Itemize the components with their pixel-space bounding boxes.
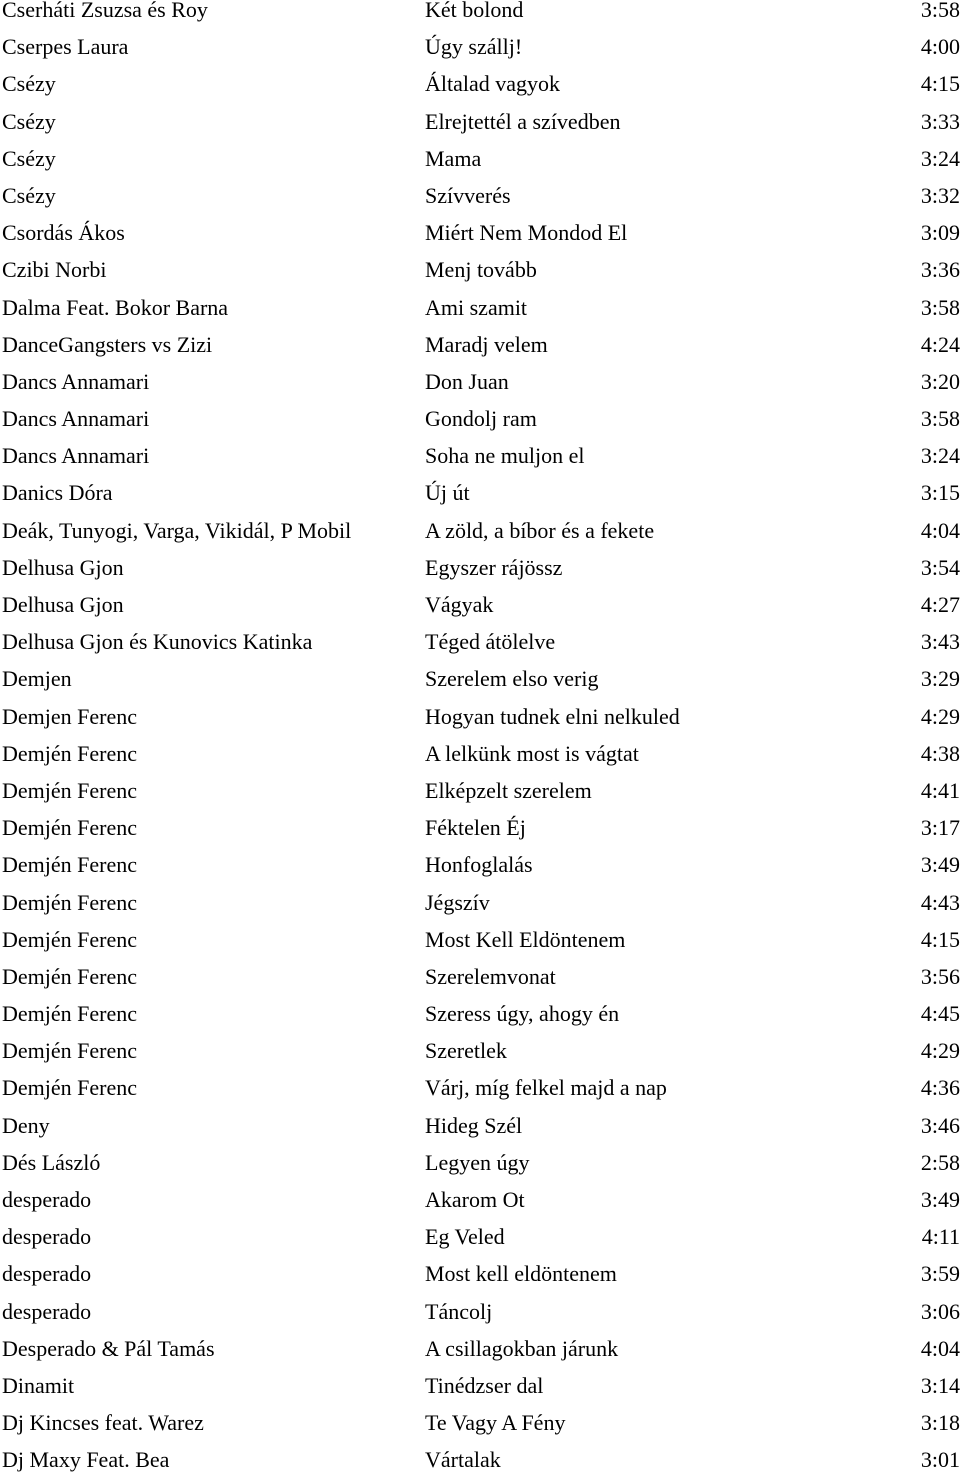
song-title: Don Juan	[425, 368, 509, 394]
artist-name: Demjen Ferenc	[2, 703, 137, 729]
song-duration: 4:29	[920, 1038, 960, 1064]
artist-name: Dancs Annamari	[2, 368, 150, 394]
song-duration: 3:58	[920, 294, 960, 320]
song-row	[0, 809, 960, 846]
song-row	[0, 214, 960, 251]
song-title: Vártalak	[425, 1447, 501, 1473]
artist-name: Demjén Ferenc	[2, 1075, 137, 1101]
song-row	[0, 512, 960, 549]
song-title: Soha ne muljon el	[425, 443, 585, 469]
song-title: Úgy szállj!	[425, 34, 523, 60]
artist-name: Dalma Feat. Bokor Barna	[2, 294, 229, 320]
song-title: Most kell eldöntenem	[425, 1261, 617, 1287]
artist-name: Cserpes Laura	[2, 34, 129, 60]
song-row	[0, 177, 960, 214]
song-title: Te Vagy A Fény	[425, 1410, 566, 1436]
song-title: Legyen úgy	[425, 1149, 530, 1175]
artist-name: Cserháti Zsuzsa és Roy	[2, 0, 208, 22]
song-duration: 3:54	[920, 554, 960, 580]
song-row	[0, 735, 960, 772]
song-row	[0, 1218, 960, 1255]
song-duration: 3:14	[920, 1372, 960, 1398]
song-title: Tinédzser dal	[425, 1372, 544, 1398]
song-title: A lelkünk most is vágtat	[425, 740, 639, 766]
artist-name: desperado	[2, 1224, 92, 1250]
artist-name: Dancs Annamari	[2, 406, 150, 432]
artist-name: Dj Maxy Feat. Bea	[2, 1447, 170, 1473]
artist-name: Csézy	[2, 145, 56, 171]
song-row	[0, 1255, 960, 1292]
artist-name: DanceGangsters vs Zizi	[2, 331, 213, 357]
artist-name: Csézy	[2, 108, 56, 134]
artist-name: Csézy	[2, 182, 56, 208]
artist-name: Demjén Ferenc	[2, 926, 137, 952]
song-title: Maradj velem	[425, 331, 548, 357]
artist-name: Czibi Norbi	[2, 257, 107, 283]
song-title: Általad vagyok	[425, 71, 561, 97]
song-title: Szerelemvonat	[425, 963, 556, 989]
artist-name: Dancs Annamari	[2, 443, 150, 469]
song-title: Táncolj	[425, 1298, 493, 1324]
artist-name: Desperado & Pál Tamás	[2, 1335, 215, 1361]
song-duration: 3:17	[920, 815, 960, 841]
artist-name: Dj Kincses feat. Warez	[2, 1410, 204, 1436]
song-row	[0, 1069, 960, 1106]
artist-name: desperado	[2, 1261, 92, 1287]
song-title: Elrejtettél a szívedben	[425, 108, 621, 134]
song-row	[0, 623, 960, 660]
artist-name: Csordás Ákos	[2, 220, 125, 246]
song-row	[0, 586, 960, 623]
song-duration: 4:41	[920, 777, 960, 803]
song-title: Két bolond	[425, 0, 524, 22]
song-title: Eg Veled	[425, 1224, 505, 1250]
artist-name: Demjén Ferenc	[2, 889, 137, 915]
song-title: Hideg Szél	[425, 1112, 523, 1138]
song-row	[0, 1181, 960, 1218]
song-duration: 4:29	[920, 703, 960, 729]
song-row	[0, 549, 960, 586]
song-row	[0, 772, 960, 809]
artist-name: Demjén Ferenc	[2, 963, 137, 989]
song-row	[0, 65, 960, 102]
song-duration: 2:58	[920, 1149, 960, 1175]
song-row	[0, 1293, 960, 1330]
song-duration: 3:15	[920, 480, 960, 506]
song-row	[0, 884, 960, 921]
song-row	[0, 400, 960, 437]
song-duration: 3:24	[920, 443, 960, 469]
song-title: Szívverés	[425, 182, 511, 208]
song-title: A zöld, a bíbor és a fekete	[425, 517, 655, 543]
song-row	[0, 1032, 960, 1069]
artist-name: Csézy	[2, 71, 56, 97]
song-title: Téged átölelve	[425, 629, 556, 655]
song-title: Jégszív	[425, 889, 490, 915]
song-title: Vágyak	[425, 592, 494, 617]
song-row	[0, 1144, 960, 1181]
artist-name: Delhusa Gjon	[2, 554, 124, 580]
song-row	[0, 140, 960, 177]
song-duration: 3:36	[920, 257, 960, 283]
song-title: Ami szamit	[425, 294, 528, 320]
song-row	[0, 251, 960, 288]
song-title: Várj, míg felkel majd a nap	[425, 1075, 667, 1101]
song-row	[0, 995, 960, 1032]
artist-name: Demjen	[2, 666, 72, 692]
artist-name: Delhusa Gjon és Kunovics Katinka	[2, 629, 313, 655]
artist-name: Delhusa Gjon	[2, 592, 124, 617]
song-row	[0, 698, 960, 735]
song-duration: 4:15	[920, 926, 960, 952]
song-duration: 3:24	[920, 145, 960, 171]
song-duration: 4:04	[920, 517, 960, 543]
song-duration: 4:24	[920, 331, 960, 357]
song-row	[0, 1441, 960, 1478]
song-row	[0, 660, 960, 697]
song-duration: 4:04	[920, 1335, 960, 1361]
artist-name: Demjén Ferenc	[2, 1001, 137, 1027]
song-title: Egyszer rájössz	[425, 554, 563, 580]
song-duration: 3:43	[920, 629, 960, 655]
song-duration: 3:32	[920, 182, 960, 208]
song-duration: 3:33	[920, 108, 960, 134]
song-title: Új út	[425, 480, 470, 506]
song-row	[0, 1330, 960, 1367]
song-duration: 3:56	[920, 963, 960, 989]
song-row	[0, 1367, 960, 1404]
song-duration: 4:43	[920, 889, 960, 915]
artist-name: Danics Dóra	[2, 480, 113, 506]
song-row	[0, 103, 960, 140]
artist-name: Deny	[2, 1112, 50, 1138]
song-duration: 3:58	[920, 406, 960, 432]
song-row	[0, 846, 960, 883]
artist-name: desperado	[2, 1187, 92, 1212]
song-duration: 4:27	[920, 592, 960, 617]
song-duration: 4:36	[920, 1075, 960, 1101]
song-title: Szeress úgy, ahogy én	[425, 1001, 620, 1027]
song-title: Elképzelt szerelem	[425, 777, 592, 803]
song-row	[0, 363, 960, 400]
song-duration: 3:06	[920, 1298, 960, 1324]
song-title: Miért Nem Mondod El	[425, 220, 628, 246]
song-duration: 3:59	[920, 1261, 960, 1287]
song-title: Menj tovább	[425, 257, 537, 283]
artist-name: Demjén Ferenc	[2, 740, 137, 766]
song-row	[0, 437, 960, 474]
song-duration: 3:49	[920, 852, 960, 878]
song-duration: 3:29	[920, 666, 960, 692]
song-row	[0, 474, 960, 511]
song-title: Honfoglalás	[425, 852, 533, 878]
song-duration: 3:18	[920, 1410, 960, 1436]
artist-name: Demjén Ferenc	[2, 852, 137, 878]
song-duration: 4:11	[921, 1224, 960, 1250]
song-title: A csillagokban járunk	[425, 1335, 619, 1361]
song-row	[0, 28, 960, 65]
song-row	[0, 1404, 960, 1441]
song-duration: 4:00	[920, 34, 960, 60]
artist-name: Dinamit	[2, 1372, 75, 1398]
song-duration: 3:46	[920, 1112, 960, 1138]
song-duration: 3:58	[920, 0, 960, 22]
artist-name: Demjén Ferenc	[2, 815, 137, 841]
song-duration: 4:45	[920, 1001, 960, 1027]
song-duration: 4:38	[920, 740, 960, 766]
song-title: Hogyan tudnek elni nelkuled	[425, 703, 680, 729]
song-title: Gondolj ram	[425, 406, 537, 432]
song-row	[0, 921, 960, 958]
song-title: Akarom Ot	[425, 1187, 525, 1212]
artist-name: Dés László	[2, 1149, 101, 1175]
song-row	[0, 958, 960, 995]
artist-name: Deák, Tunyogi, Varga, Vikidál, P Mobil	[2, 517, 352, 543]
song-title: Szerelem elso verig	[425, 666, 599, 692]
song-title: Most Kell Eldöntenem	[425, 926, 626, 952]
song-row	[0, 0, 960, 28]
song-duration: 3:20	[920, 368, 960, 394]
song-row	[0, 289, 960, 326]
song-title: Mama	[425, 145, 482, 171]
song-duration: 3:09	[920, 220, 960, 246]
song-row	[0, 1107, 960, 1144]
song-duration: 4:15	[920, 71, 960, 97]
artist-name: Demjén Ferenc	[2, 1038, 137, 1064]
song-duration: 3:49	[920, 1187, 960, 1212]
song-duration: 3:01	[920, 1447, 960, 1473]
artist-name: desperado	[2, 1298, 92, 1324]
song-title: Szeretlek	[425, 1038, 507, 1064]
artist-name: Demjén Ferenc	[2, 777, 137, 803]
song-row	[0, 326, 960, 363]
song-title: Féktelen Éj	[425, 815, 526, 841]
